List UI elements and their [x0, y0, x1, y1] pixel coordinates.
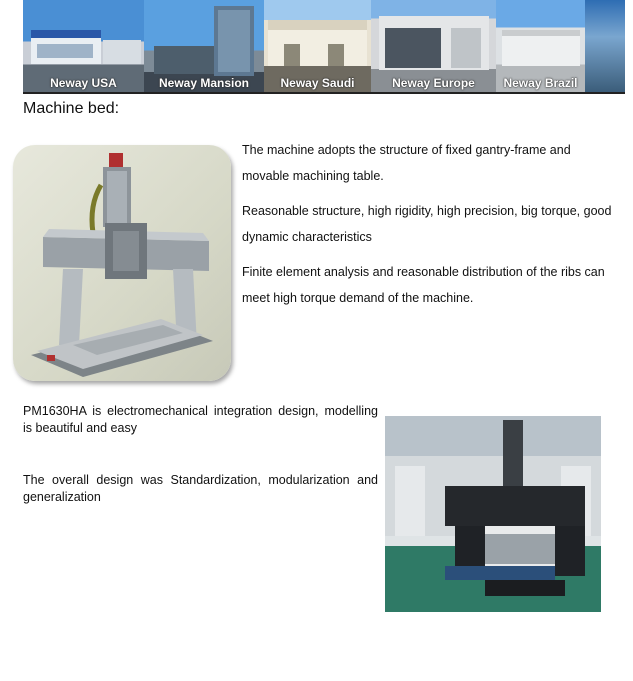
banner-tile-europe: [371, 0, 496, 92]
paragraph-rigidity: Reasonable structure, high rigidity, high precision, big torque, good dynamic characteristics: [242, 204, 612, 244]
factory-machine-photo: [385, 416, 601, 612]
banner-tile-brazil: [496, 0, 585, 92]
paragraph-design: The overall design was Standardization, modularization and generalization: [23, 473, 378, 504]
banner-caption: Neway Saudi: [280, 76, 355, 90]
location-banner: [23, 0, 625, 94]
banner-caption: Neway USA: [50, 76, 117, 90]
paragraph-integration: PM1630HA is electromechanical integration design, modelling is beautiful and easy: [23, 404, 378, 435]
machine-bed-cad-render: [13, 145, 231, 381]
section-heading: Machine bed:: [23, 100, 120, 117]
paragraph-structure: The machine adopts the structure of fixed gantry-frame and movable machining table.: [242, 143, 571, 183]
banner-caption: Neway Brazil: [503, 76, 578, 90]
banner-tile-mansion: [144, 0, 264, 92]
banner-tile-interior: [585, 0, 625, 92]
banner-caption: Neway Mansion: [158, 76, 250, 90]
gantry-machine-illustration: [13, 145, 231, 381]
machine-factory-photo: [385, 416, 601, 612]
banner-caption: Neway Europe: [392, 76, 475, 90]
banner-tile-saudi: [264, 0, 371, 92]
banner-tile-usa: [23, 0, 144, 92]
paragraph-fea: Finite element analysis and reasonable distribution of the ribs can meet high torque demand of the machine.: [242, 265, 605, 305]
banner-caption: [585, 75, 625, 92]
